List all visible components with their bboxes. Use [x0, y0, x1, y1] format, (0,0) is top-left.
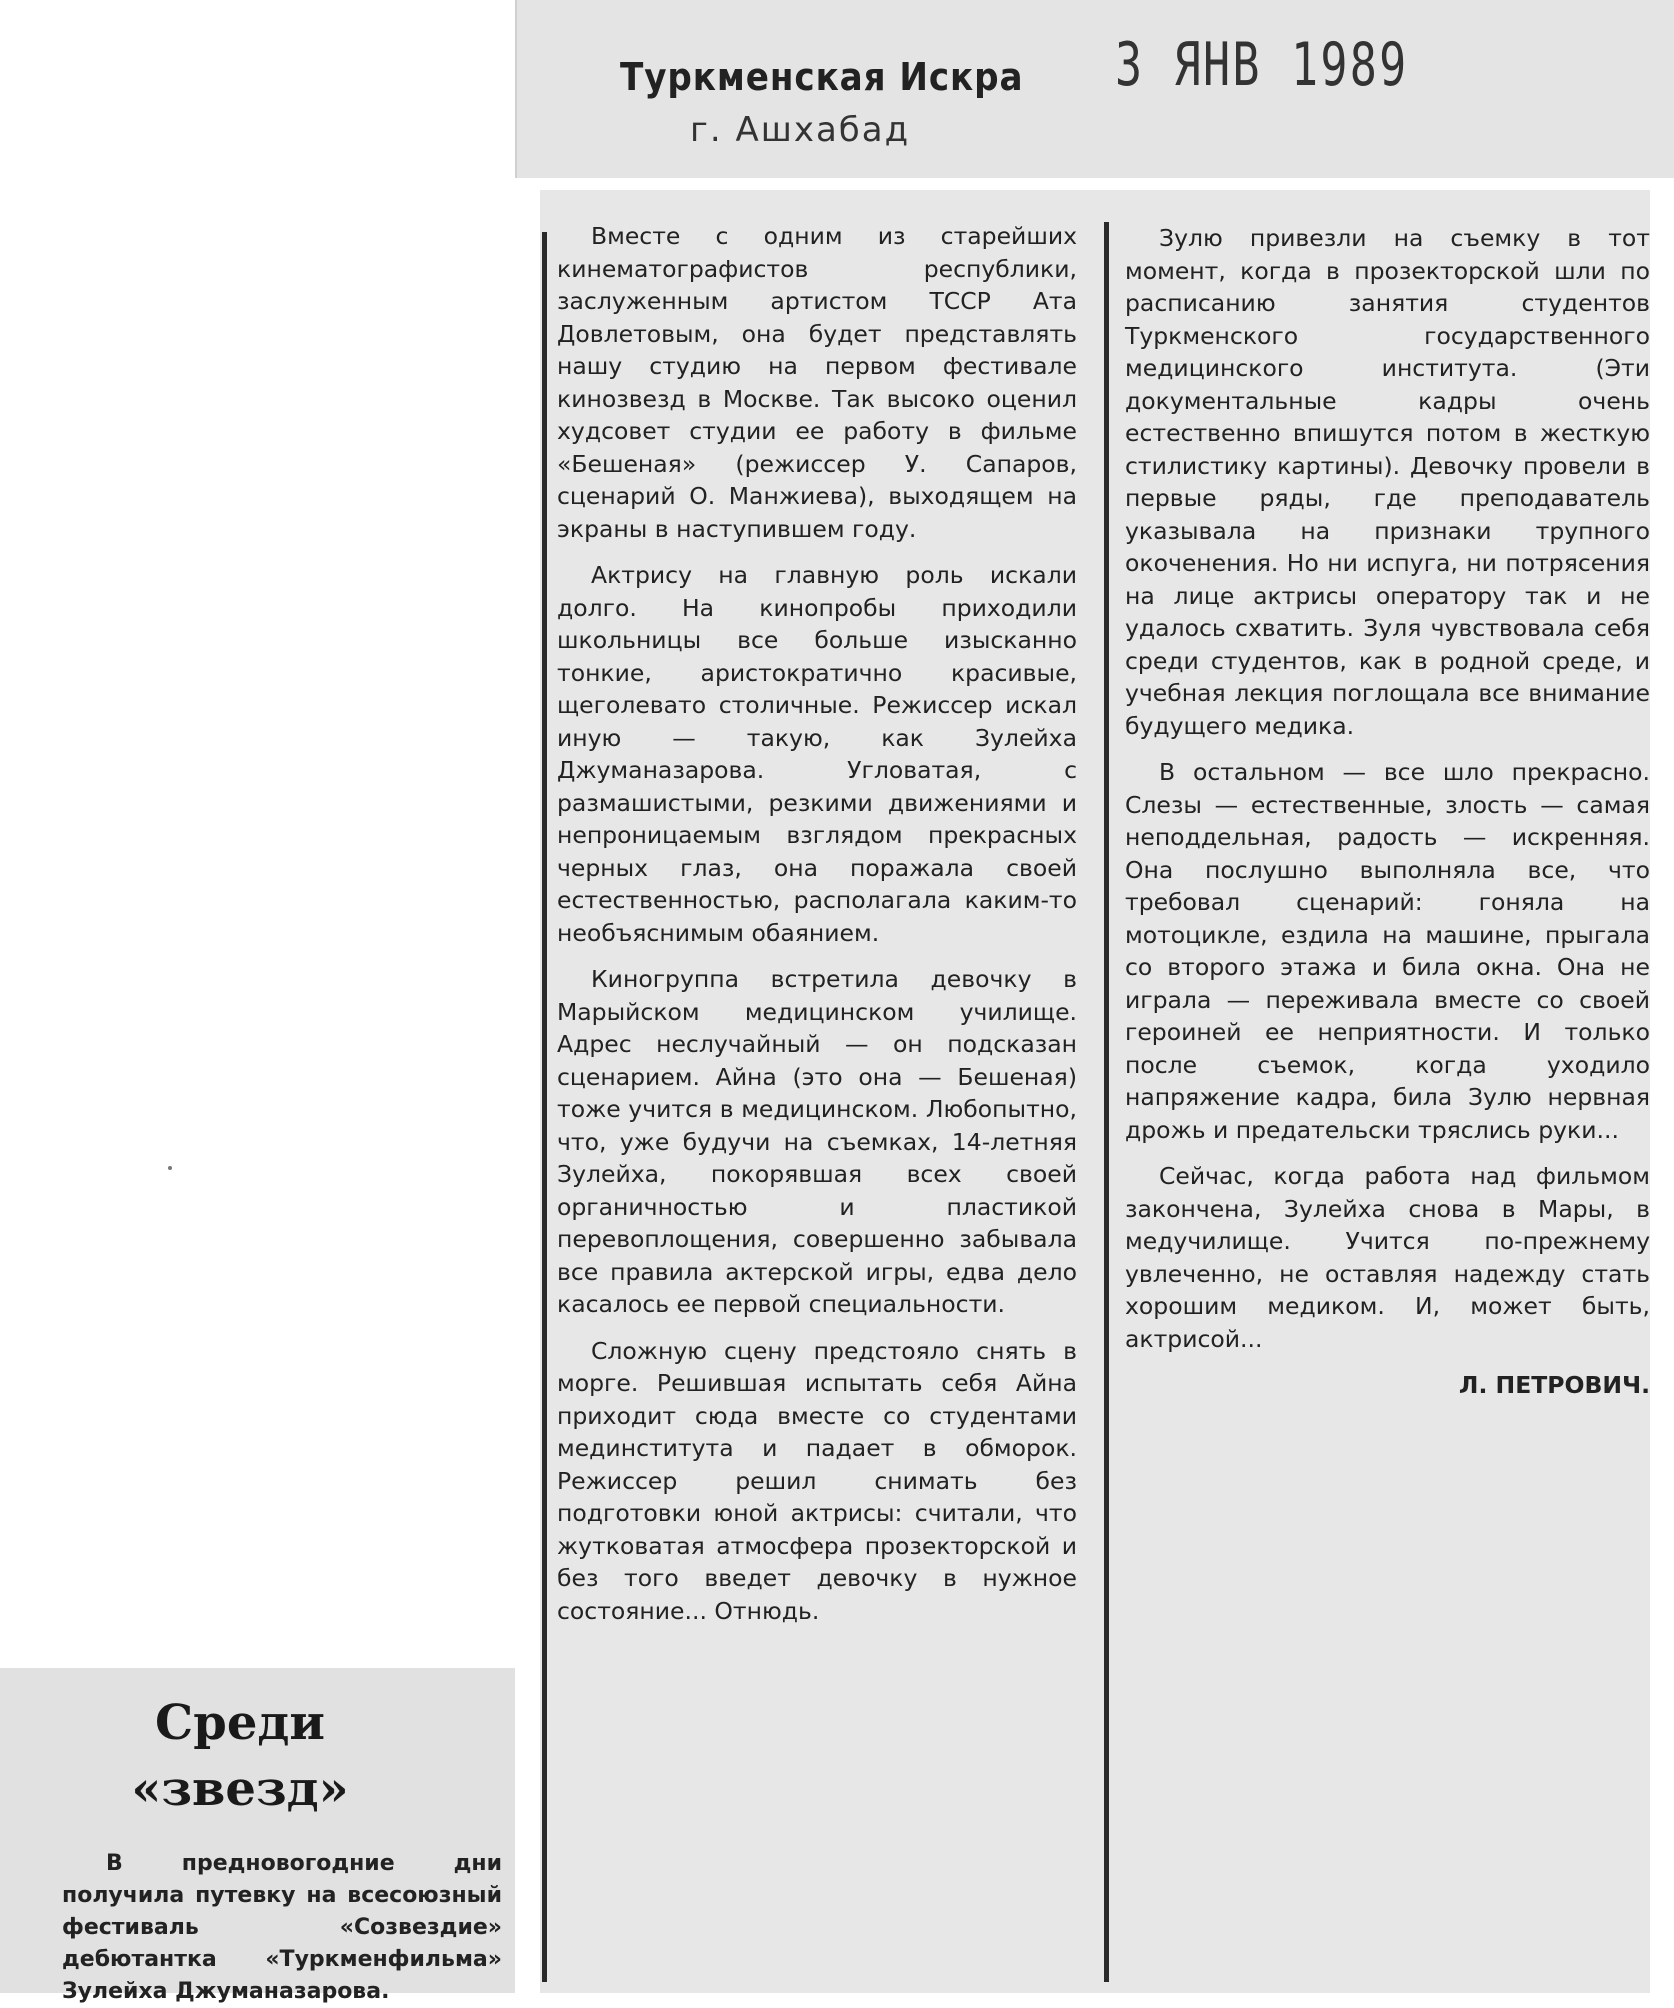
column-rule-left: [542, 232, 547, 1982]
article-paragraph: Сложную сцену предстояло снять в морге. Решившая испытать себя Айна приходит сюда вместе со студентами мединститута и падает в обморок. Режиссер решил снимать без подготовки юной актрисы: считали, что жутковатая атмосфера прозекторской и без того введет девочку в нужное состояние... Отнюдь.: [557, 1336, 1077, 1625]
article-paragraph: Актрису на главную роль искали долго. На кинопробы приходили школьницы все больше изысканно тонкие, аристократично красивые, щеголевато столичные. Режиссер искал иную — такую, как Зулейха Джуманазарова. Угловатая, с размашистыми, резкими движениями и непроницаемым взглядом прекрасных черных глаз, она поражала своей естественностью, располагала каким-то необъяснимым обаянием.: [557, 561, 1077, 947]
article-paragraph: Киногруппа встретила девочку в Марыйском медицинском училище. Адрес неслучайный — он подсказан сценарием. Айна (это она — Бешеная) тоже учится в медицинском. Любопытно, что, уже будучи на съемках, 14-летняя Зулейха, покорявшая всех своей органичностью и пластикой перевоплощения, совершенно забывала все правила актерской игры, едва дело касалось ее первой специальности.: [557, 965, 1077, 1318]
headline-line-2: «звезд»: [131, 1761, 349, 1817]
date-stamp: 3 ЯНВ 1989: [1115, 30, 1409, 100]
article-paragraph: Вместе с одним из старейших кинематографистов республики, заслуженным артистом ТССР Ата Довлетовым, она будет представлять нашу студию на первом фестивале кинозвезд в Москве. Так высоко оценил худсовет студии ее работу в фильме «Бешеная» (режиссер У. Сапаров, сценарий О. Манжиева), выходящем на экраны в наступившем году.: [557, 222, 1077, 543]
article-headline: [0, 1690, 480, 1822]
lead-paragraph: [62, 1848, 502, 2008]
article-paragraph: Сейчас, когда работа над фильмом закончена, Зулейха снова в Мары, в медучилище. Учится по-прежнему увлеченно, не оставляя надежду стать хорошим медиком. И, может быть, актрисой...: [1125, 1162, 1650, 1353]
newspaper-name: Туркменская Искра: [620, 55, 1024, 99]
article-column-1: [557, 220, 1077, 1641]
article-paragraph: В остальном — все шло прекрасно. Слезы — естественные, злость — самая неподдельная, радость — искренняя. Она послушно выполняла все, что требовал сценарий: гоняла на мотоцикле, ездила на машине, прыгала со второго этажа и била окна. Она не играла — переживала вместе со своей героиней ее неприятности. И только после съемок, когда уходило напряжение кадра, била Зулю нервная дрожь и предательски тряслись руки...: [1125, 758, 1650, 1144]
author-signature: Л. ПЕТРОВИЧ.: [1458, 1371, 1650, 1399]
scan-speck: [168, 1166, 172, 1170]
column-rule-middle: [1104, 222, 1109, 1982]
newspaper-city: г. Ашхабад: [690, 110, 911, 150]
headline-line-1: Среди: [155, 1695, 325, 1751]
article-paragraph: Зулю привезли на съемку в тот момент, когда в прозекторской шли по расписанию занятия студентов Туркменского государственного медицинского института. (Эти документальные кадры очень естественно впишутся потом в жесткую стилистику картины). Девочку провели в первые ряды, где преподаватель указывала на признаки трупного окоченения. Но ни испуга, ни потрясения на лице актрисы оператору так и не удалось схватить. Зуля чувствовала себя среди студентов, как в родной среде, и учебная лекция поглощала все внимание будущего медика.: [1125, 224, 1650, 740]
lead-text: В предновогодние дни получила путевку на всесоюзный фестиваль «Созвездие» дебютантка «Туркменфильма» Зулейха Джуманазарова.: [62, 1851, 502, 2004]
article-column-2: [1125, 222, 1650, 1416]
